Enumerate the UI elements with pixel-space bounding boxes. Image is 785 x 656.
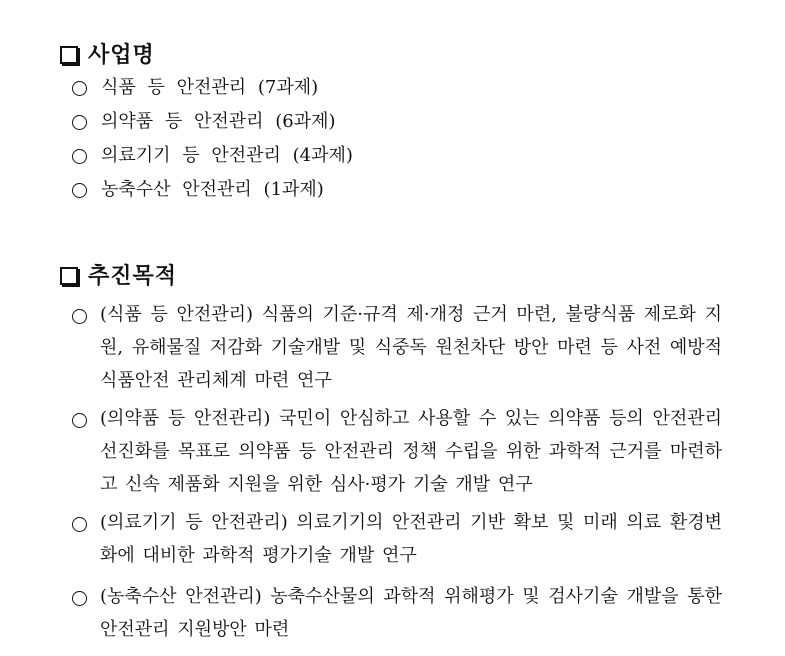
- circle-bullet-icon: [72, 115, 87, 130]
- list-item-text: 의약품 등 안전관리 (6과제): [101, 111, 336, 132]
- section-title: 사업명: [88, 43, 155, 68]
- purpose-text: (식품 등 안전관리) 식품의 기준·규격 제·개정 근거 마련, 불량식품 제로화 지원, 유해물질 저감화 기술개발 및 식중독 원천차단 방안 마련 등 사전 예방적 식품안전 관리체계 마련 연구: [100, 304, 722, 391]
- circle-bullet-icon: [72, 309, 87, 324]
- checkbox-square-icon: [60, 267, 78, 285]
- list-item: [72, 105, 336, 139]
- list-item: [72, 71, 318, 105]
- circle-bullet-icon: [72, 183, 87, 198]
- circle-bullet-icon: [72, 517, 87, 532]
- purpose-text: (의약품 등 안전관리) 국민이 안심하고 사용할 수 있는 의약품 등의 안전관리 선진화를 목표로 의약품 등 안전관리 정책 수립을 위한 과학적 근거를 마련하고 신속 제품화 지원을 위한 심사·평가 기술 개발 연구: [100, 408, 722, 495]
- list-item: [72, 139, 353, 173]
- circle-bullet-icon: [72, 413, 87, 428]
- purpose-paragraph: [72, 506, 722, 572]
- list-item-text: 식품 등 안전관리 (7과제): [101, 77, 319, 98]
- list-item-text: 농축수산 안전관리 (1과제): [101, 179, 324, 200]
- section-title: 추진목적: [88, 264, 178, 289]
- checkbox-square-icon: [60, 46, 78, 64]
- purpose-paragraph: [72, 580, 722, 646]
- circle-bullet-icon: [72, 81, 87, 96]
- section-heading-purpose: [60, 259, 177, 290]
- purpose-paragraph: [72, 298, 722, 397]
- purpose-text: (의료기기 등 안전관리) 의료기기의 안전관리 기반 확보 및 미래 의료 환경변화에 대비한 과학적 평가기술 개발 연구: [100, 512, 722, 566]
- circle-bullet-icon: [72, 149, 87, 164]
- list-item: [72, 173, 324, 207]
- purpose-text: (농축수산 안전관리) 농축수산물의 과학적 위해평가 및 검사기술 개발을 통한 안전관리 지원방안 마련: [100, 586, 722, 640]
- circle-bullet-icon: [72, 591, 87, 606]
- section-heading-business-name: [60, 38, 155, 69]
- list-item-text: 의료기기 등 안전관리 (4과제): [101, 145, 353, 166]
- purpose-paragraph: [72, 402, 722, 501]
